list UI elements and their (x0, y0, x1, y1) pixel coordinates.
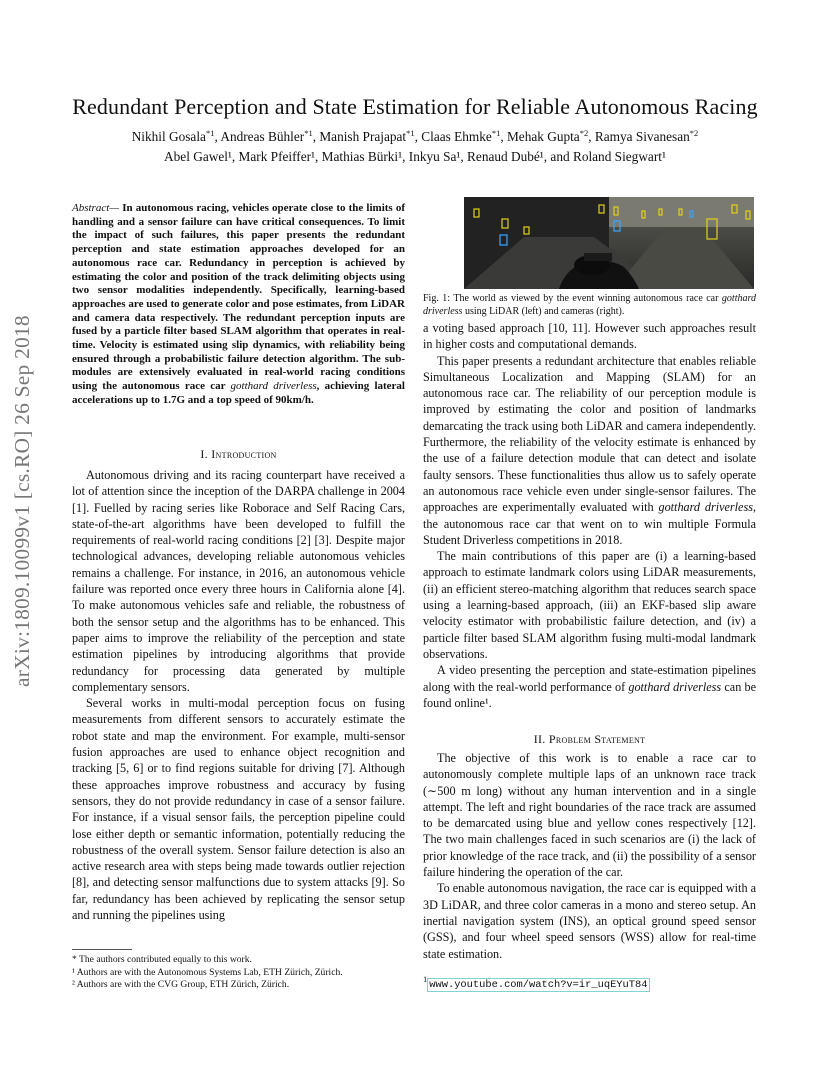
author-affiliation-mark: *1 (304, 128, 313, 138)
abstract-label: Abstract— (72, 202, 120, 214)
author-affiliation-mark: *2 (579, 128, 589, 138)
footnotes (72, 954, 412, 992)
section-heading-introduction: I. Introduction (200, 447, 277, 461)
author-name: Mehak Gupta (506, 129, 580, 144)
footnote-rule (72, 949, 132, 950)
authors-line-2: Abel Gawel¹, Mark Pfeiffer¹, Mathias Bürki¹, Inkyu Sa¹, Renaud Dubé¹, and Roland Siegwart¹ (164, 149, 666, 164)
paper-title: Redundant Perception and State Estimation for Reliable Autonomous Racing (72, 94, 758, 119)
abstract (72, 202, 405, 408)
author-affiliation-mark: *2 (689, 128, 699, 138)
arxiv-identifier: arXiv:1809.10099v1 [cs.RO] 26 Sep 2018 (10, 315, 34, 687)
race-car-camera-view-image (464, 197, 754, 289)
right-paragraph-3: A video presenting the perception and state-estimation pipelines along with the real-world performance of gotthard driverless can be found online¹. (423, 663, 756, 710)
abstract-car-name: gotthard driverless (230, 380, 317, 393)
right-paragraph-0: a voting based approach [10, 11]. However such approaches result in higher costs and computational demands. (423, 321, 756, 352)
author-name: Andreas Bühler (220, 129, 305, 144)
author-name: Claas Ehmke (421, 129, 492, 144)
problem-paragraph-2: To enable autonomous navigation, the race car is equipped with a 3D LiDAR, and three color cameras in a mono and stereo setup. An inertial navigation system (INS), an optical ground speed sensor (GSS), and four wheel speed sensors (WSS) allow for real-time state estimation. (423, 881, 756, 961)
intro-paragraph-2: Several works in multi-modal perception focus on fusing measurements from different sensors to accurately estimate the robot state and map the environment. For example, multi-sensor fusion approaches are used to enhance object recognition and tracking [5, 6] or to find regions suitable for driving [7]. Although these approaches improve robustness and accuracy by fusing sensors, they do not provide redundancy in case of a sensor failure. For instance, if a visual sensor fails, the perception pipeline could lose either depth or semantic information, potentially reducing the robustness of the overall system. Sensor failure detection is also an active research area with steps being made towards outlier rejection [8], and detecting sensor malfunctions due to system attacks [9]. So far, redundancy has been achieved by replicating the sensor setup and running the pipelines using (72, 696, 405, 923)
section-heading-problem-statement: II. Problem Statement (533, 732, 646, 746)
youtube-link[interactable]: www.youtube.com/watch?v=ir_uqEYuT84 (429, 979, 648, 991)
problem-statement-body (423, 750, 756, 962)
authors-line-1: Nikhil Gosala$^{*1}$, Andreas Bühler$^{*1}$, Manish Prajapat$^{*1}$, Claas Ehmke$^{*1}$, Mehak Gupta$^{*2}$, Ramya Sivanesan$^{*2}$ (131, 128, 699, 144)
figure-1-caption: Fig. 1: The world as viewed by the event winning autonomous race car gotthard driverless using LiDAR (left) and cameras (right). (423, 293, 756, 317)
intro-paragraph-1: Autonomous driving and its racing counterpart have received a lot of attention since the inception of the DARPA challenge in 2004 [1]. Fuelled by racing series like Roborace and Self Racing Cars, state-of-the-art algorithms have been developed to fulfill the requirements of real-world racing conditions [2] [3]. Despite major technological advances, developing reliable autonomous vehicles remains a challenge. For instance, in 2016, an autonomous vehicle failure was reported once every three hours in California alone [4]. To make autonomous vehicles safe and reliable, the robustness of both the sensor setup and the algorithms has to be enhanced. This paper aims to improve the reliability of the perception and state estimation pipelines by introducing algorithms that provide redundancy for processing data generated by multiple complementary sensors. (72, 468, 405, 694)
author-name: Nikhil Gosala (131, 129, 206, 144)
footnote-video-link: $^1$ www.youtube.com/watch?v=ir_uqEYuT84 (423, 974, 648, 991)
abstract-text: In autonomous racing, vehicles operate close to the limits of handling and a sensor failure can have critical consequences. To limit the impact of such failures, this paper presents the redundant perception and state estimation approaches developed for an autonomous race car. Redundancy in perception is achieved by estimating the color and position of the track delimiting objects using two sensor modalities independently. Specifically, learning-based approaches are used to generate color and pose estimates, from LiDAR and camera data respectively. The redundant perception inputs are fused by a particle filter based SLAM algorithm that operates in real-time. Velocity is estimated using slip dynamics, with reliability being ensured through a probabilistic failure detection algorithm. The sub-modules are extensively evaluated in real-world racing conditions using the autonomous race car (72, 202, 406, 393)
introduction-body (72, 467, 405, 923)
figure-1-image (464, 197, 754, 289)
footnote-asl: ¹ Authors are with the Autonomous Systems Lab, ETH Zürich, Zürich. (72, 966, 343, 978)
footnote-cvg: ² Authors are with the CVG Group, ETH Zürich, Zürich. (72, 979, 290, 990)
author-name: Ramya Sivanesan (594, 129, 690, 144)
author-affiliation-mark: *1 (491, 128, 501, 138)
abstract-end: , achieving lateral accelerations up to 1.7G and a top speed of 90km/h. (72, 380, 405, 406)
author-affiliation-mark: *1 (406, 128, 415, 138)
right-paragraph-2: The main contributions of this paper are (i) a learning-based approach to estimate landmark colors using LiDAR measurements, (ii) an efficient stereo-matching algorithm that reduces search space using a learning-based approach, (iii) an EKF-based slip aware velocity estimator with probabilistic failure detection, and (iv) a particle filter based SLAM algorithm fusing multi-modal landmark observations. (423, 549, 756, 661)
author-affiliation-mark: *1 (205, 128, 215, 138)
right-paragraph-1: This paper presents a redundant architecture that enables reliable Simultaneous Localization and Mapping (SLAM) for an autonomous race car. The reliability of our perception module is improved by estimating the color and position of landmarks demarcating the track using both LiDAR and camera independently. Furthermore, the reliability of the velocity estimate is enhanced by the use of a failure detection module that can detect and isolate faulty sensors. These functionalities thus allow us to safely operate an autonomous race vehicle even under single-sensor failures. The approaches are experimentally evaluated with gotthard driverless, the autonomous race car that went on to win multiple Formula Student Driverless competitions in 2018. (423, 353, 756, 547)
right-column-body (423, 320, 756, 711)
problem-paragraph-1: The objective of this work is to enable a race car to autonomously complete multiple laps of an unknown race track (∼500 m long) without any human intervention and in a single attempt. The left and right boundaries of the race track are assumed to be demarcated using blue and yellow cones respectively [12]. The two main challenges faced in such scenarios are (i) the lack of prior knowledge of the race track, and (ii) the possibility of a sensor failure hindering the operation of the car. (423, 751, 756, 880)
author-name: Manish Prajapat (319, 129, 407, 144)
footnote-equal-contribution: * The authors contributed equally to this work. (72, 954, 252, 965)
